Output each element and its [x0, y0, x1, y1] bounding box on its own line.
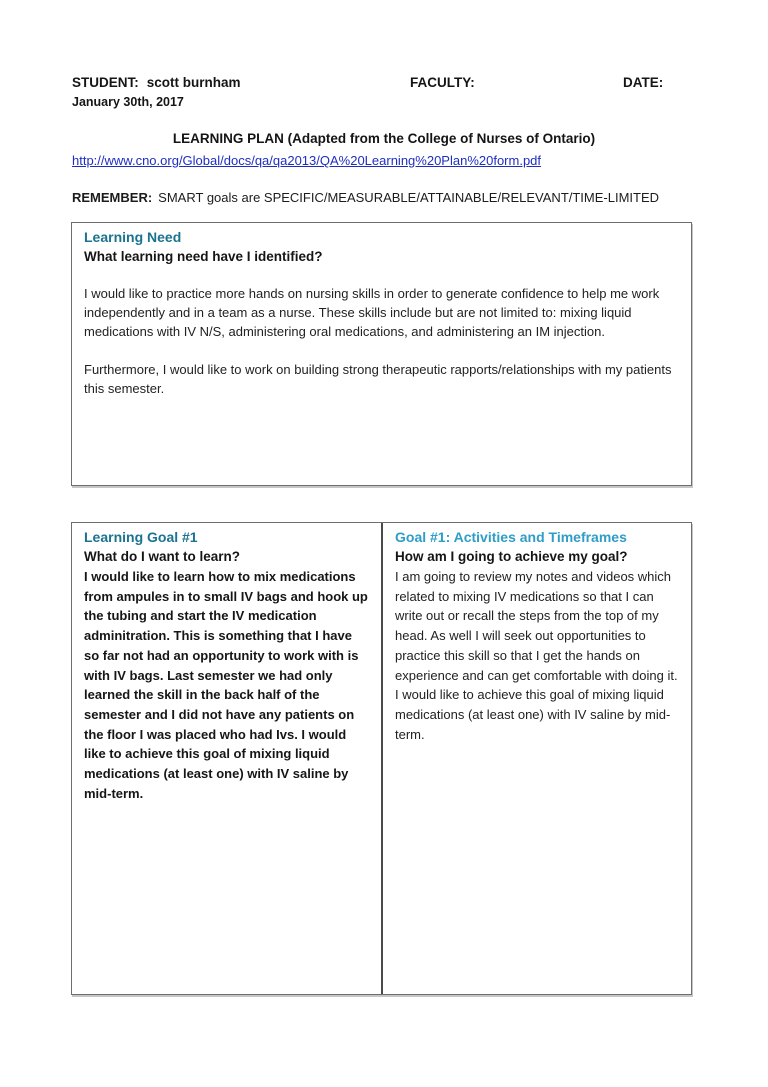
goal-table — [71, 522, 692, 995]
activities-body: I am going to review my notes and videos which related to mixing IV medications so that I can write out or recall the steps from the top of my head. As well I will seek out opportunities to practice this skill so that I get the hands on experience and can get comfortable with doing it. I would like to achieve this goal of mixing liquid medications (at least one) with IV saline by mid-term. — [395, 569, 678, 742]
student-date-line: January 30th, 2017 — [72, 95, 184, 109]
learning-need-paragraph: Furthermore, I would like to work on building strong therapeutic rapports/relationships with my patients this semester. — [84, 362, 672, 396]
learning-goal-heading: Learning Goal #1 — [84, 529, 198, 545]
student-value: scott burnham — [146, 75, 241, 90]
activities-question: How am I going to achieve my goal? — [395, 549, 628, 564]
learning-need-box — [71, 222, 692, 486]
reminder-text: SMART goals are SPECIFIC/MEASURABLE/ATTAINABLE/RELEVANT/TIME-LIMITED — [158, 190, 660, 205]
faculty-label: FACULTY: — [410, 75, 475, 90]
reminder-line — [72, 190, 659, 205]
page-title: LEARNING PLAN (Adapted from the College of Nurses of Ontario) — [172, 131, 596, 146]
student-field — [72, 74, 241, 92]
activities-heading: Goal #1: Activities and Timeframes — [395, 529, 627, 545]
learning-goal-body: I would like to learn how to mix medications from ampules in to small IV bags and hook up the tubing and start the IV medication adminitration. This is something that I have so far not had an opportunity to work with is with IV bags. Last semester we had only learned the skill in the back half of the semester and I did not have any patients on the floor I was placed who had Ivs. I would like to achieve this goal of mixing liquid medications (at least one) with IV saline by mid-term. — [84, 569, 368, 801]
reminder-label: REMEMBER: — [72, 190, 153, 205]
cno-pdf-link[interactable]: http://www.cno.org/Global/docs/qa/qa2013/QA%20Learning%20Plan%20form.pdf — [72, 153, 542, 168]
faculty-field — [410, 74, 475, 92]
date-label: DATE: — [623, 75, 664, 90]
learning-need-paragraph: I would like to practice more hands on nursing skills in order to generate confidence to help me work independently and in a team as a nurse. These skills include but are not limited to: mixing liquid medications with IV N/S, administering oral medications, and administering an IM injection. — [84, 286, 660, 339]
goal-table-cell-learning-goal — [72, 523, 383, 994]
student-label: STUDENT: — [72, 75, 139, 90]
learning-need-heading: Learning Need — [84, 229, 182, 245]
learning-goal-question: What do I want to learn? — [84, 549, 240, 564]
learning-need-question: What learning need have I identified? — [84, 249, 323, 264]
date-field — [623, 74, 663, 92]
goal-table-cell-activities — [383, 523, 691, 994]
